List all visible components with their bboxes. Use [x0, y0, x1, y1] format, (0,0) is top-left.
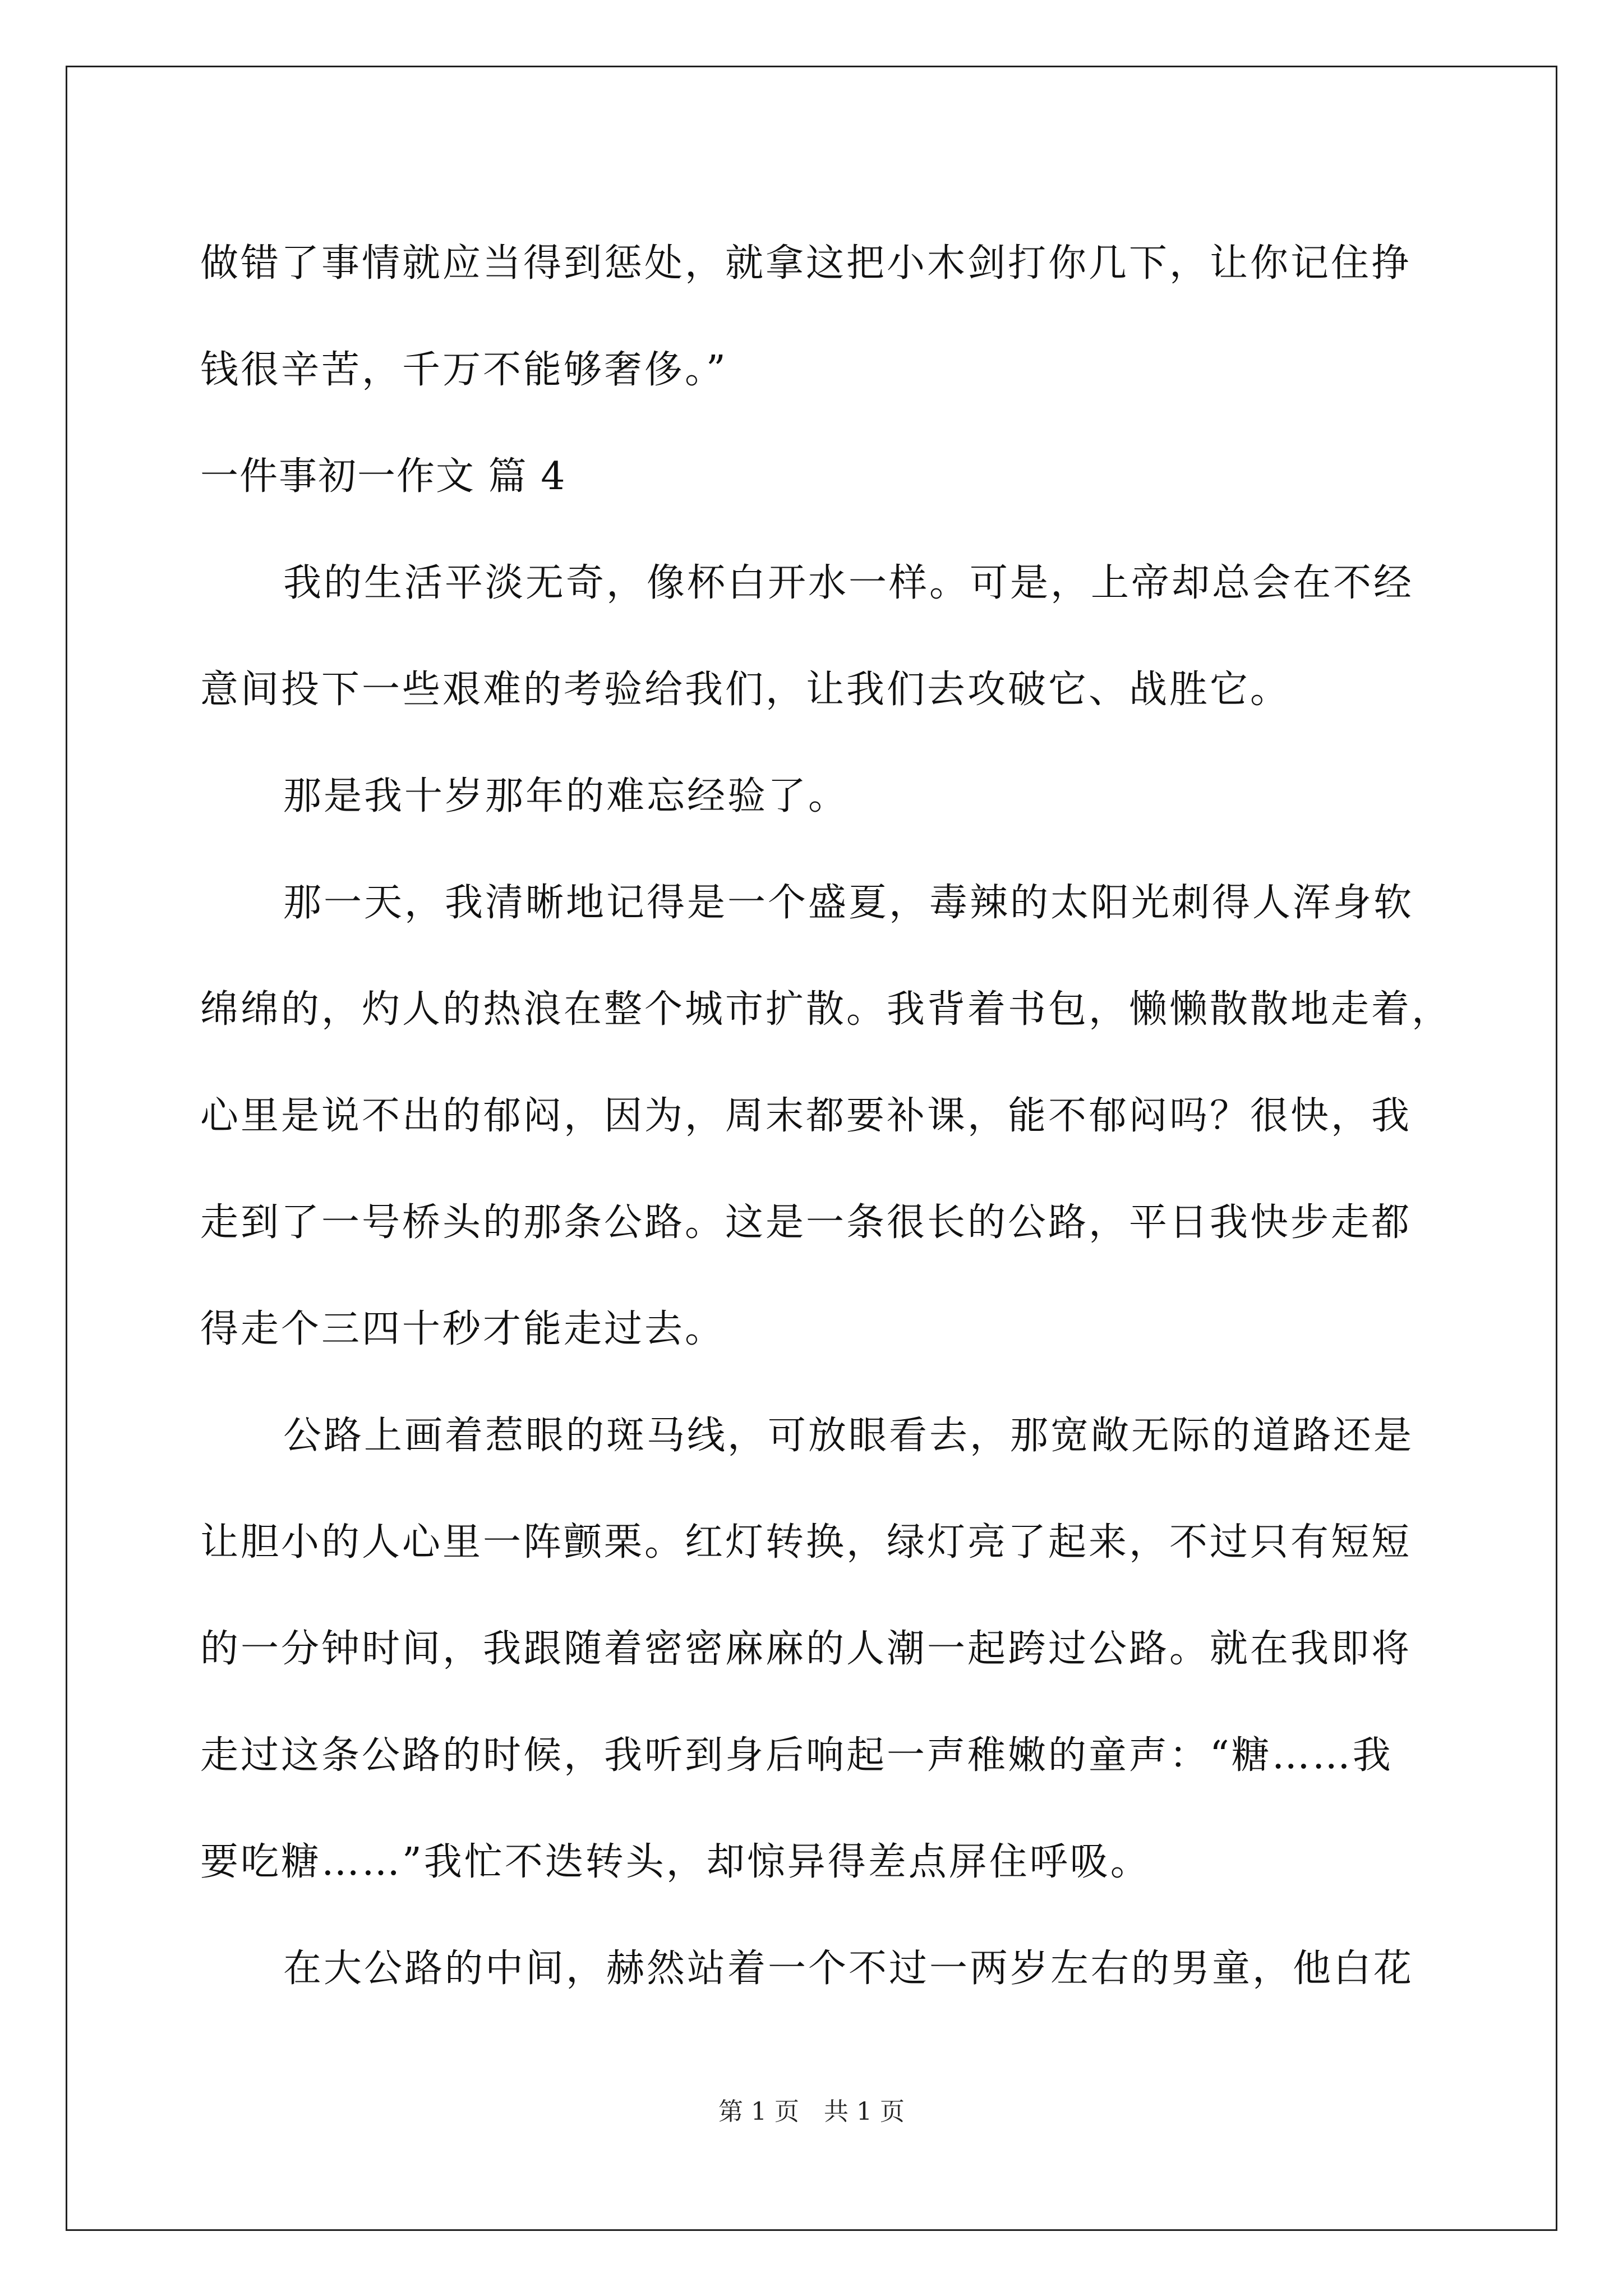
text-line: 走过这条公路的时候，我听到身后响起一声稚嫩的童声：“糖……我: [200, 1733, 1393, 1778]
text-line: 那一天，我清晰地记得是一个盛夏，毒辣的太阳光刺得人浑身软: [283, 881, 1414, 925]
text-line: 那是我十岁那年的难忘经验了。: [283, 774, 849, 818]
section-heading: 一件事初一作文 篇 4: [200, 454, 566, 499]
text-line: 的一分钟时间，我跟随着密密麻麻的人潮一起跨过公路。就在我即将: [200, 1627, 1412, 1671]
text-line: 我的生活平淡无奇，像杯白开水一样。可是，上帝却总会在不经: [283, 561, 1414, 605]
text-line: 心里是说不出的郁闷，因为，周末都要补课，能不郁闷吗？很快，我: [200, 1094, 1412, 1138]
text-line: 钱很辛苦，千万不能够奢侈。”: [200, 348, 728, 392]
text-line: 走到了一号桥头的那条公路。这是一条很长的公路，平日我快步走都: [200, 1200, 1412, 1245]
text-line: 得走个三四十秒才能走过去。: [200, 1307, 726, 1351]
text-line: 公路上画着惹眼的斑马线，可放眼看去，那宽敞无际的道路还是: [283, 1414, 1414, 1458]
document-body: [200, 210, 1453, 2022]
page-number: 第 1 页: [718, 2097, 799, 2126]
text-line: 意间投下一些艰难的考验给我们，让我们去攻破它、战胜它。: [200, 668, 1291, 712]
text-line: 在大公路的中间，赫然站着一个不过一两岁左右的男童，他白花: [283, 1947, 1414, 1991]
page-footer: [0, 2095, 1623, 2129]
text-line: 做错了事情就应当得到惩处，就拿这把小木剑打你几下，让你记住挣: [200, 241, 1412, 286]
text-line: 绵绵的，灼人的热浪在整个城市扩散。我背着书包，懒懒散散地走着，: [200, 987, 1453, 1032]
text-line: 让胆小的人心里一阵颤栗。红灯转换，绿灯亮了起来，不过只有短短: [200, 1520, 1412, 1565]
page-total: 共 1 页: [824, 2097, 905, 2126]
text-line: 要吃糖……”我忙不迭转头，却惊异得差点屏住呼吸。: [200, 1840, 1151, 1884]
